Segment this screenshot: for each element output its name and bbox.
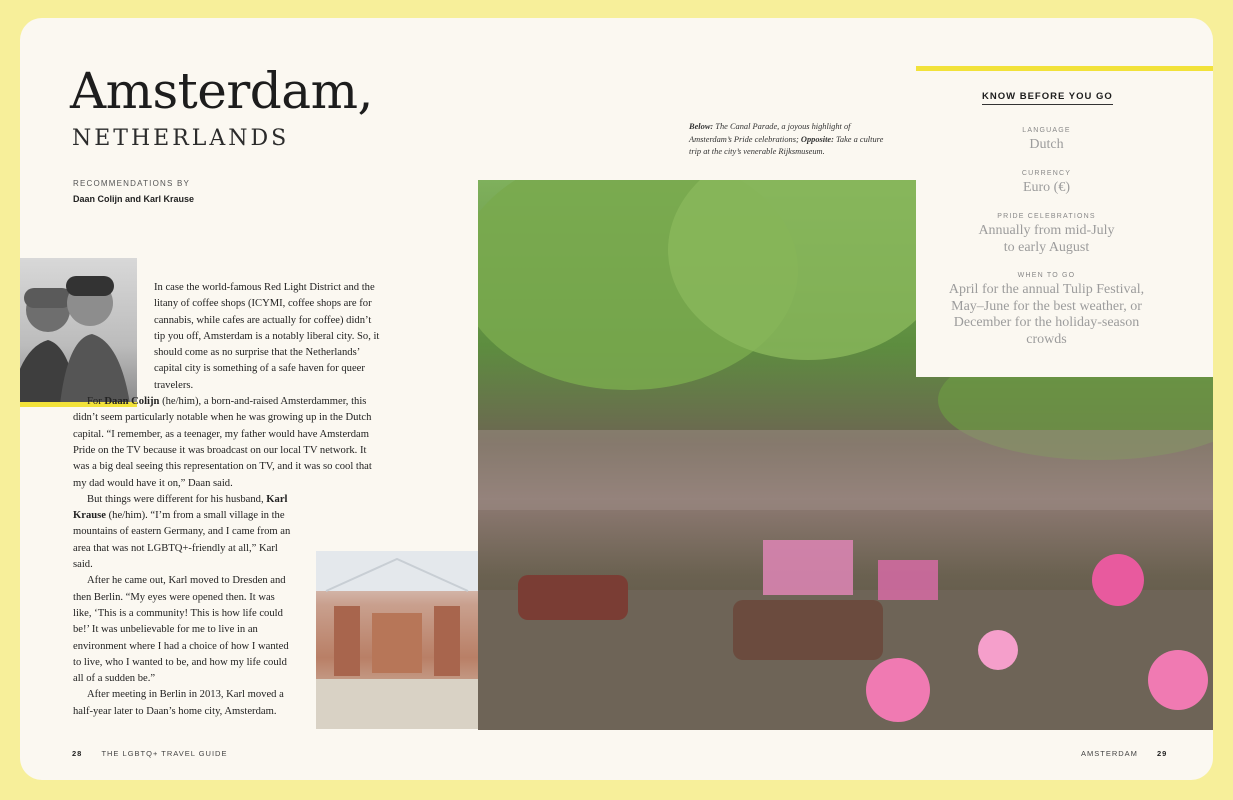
rijksmuseum-illustration [316, 551, 478, 729]
info-value: Annually from mid-July to early August [978, 223, 1115, 255]
info-label: WHEN TO GO [1017, 272, 1076, 279]
page-subtitle: NETHERLANDS [72, 126, 290, 151]
info-label: PRIDE CELEBRATIONS [997, 213, 1096, 220]
info-value: Euro (€) [1022, 180, 1071, 195]
recommendations-names: Daan Colijn and Karl Krause [73, 194, 195, 204]
paragraph-karl-pre: But things were different for his husband, [87, 493, 267, 505]
info-currency [944, 170, 1149, 197]
paragraph-intro: In case the world-famous Red Light District and the litany of coffee shops (ICYMI, coffee shops are for cannabis, while cafes are actually for coffee) didn’t tip you off, Amsterdam is a notably liberal city. So, it should come as no surprise that the Netherlands’ capital city is something of a safe haven for queer travelers. [154, 282, 380, 391]
info-value: Dutch [1029, 137, 1064, 152]
caption-below-text: The Canal Parade, a joyous highlight of Amsterdam’s Pride celebrations; [689, 122, 851, 144]
info-label: LANGUAGE [1022, 127, 1071, 134]
know-before-you-go-panel [916, 66, 1213, 377]
caption-opposite-text: Take a culture trip at the city’s venerable Rijksmuseum. [689, 134, 884, 156]
paragraph-karl-post: (he/him). “I’m from a small village in the mountains of eastern Germany, and I came from an area that was not LGBTQ+-friendly at all,” Karl said. [73, 510, 291, 571]
info-when-to-go [944, 272, 1149, 348]
recommendations-label: RECOMMENDATIONS BY [73, 179, 191, 188]
name-daan: Daan Colijn [104, 396, 160, 408]
page-title: Amsterdam, [70, 62, 373, 120]
footer-left [72, 749, 227, 758]
running-head-left: THE LGBTQ+ TRAVEL GUIDE [101, 749, 228, 758]
photo-caption [689, 121, 889, 159]
paragraph-daan-post: (he/him), a born-and-raised Amsterdammer, this didn’t seem particularly notable when he was growing up in the Dutch capital. “I remember, as a teenager, my father would have Amsterdam Pride on the TV because it was broadcast on our local TV network. It was a big deal seeing this representation on TV, and it was so cool that my dad would have it on,” Daan said. [73, 396, 372, 489]
info-value: April for the annual Tulip Festival, May–June for the best weather, or December for the holiday-season crowds [948, 282, 1145, 347]
info-language [944, 127, 1149, 154]
name-karl: Karl Krause [73, 493, 288, 522]
page-number-left: 28 [72, 749, 83, 758]
info-heading: KNOW BEFORE YOU GO [982, 91, 1113, 105]
paragraph-daan [73, 394, 383, 492]
info-label: CURRENCY [1021, 170, 1072, 177]
caption-opposite-label: Opposite: [800, 134, 834, 144]
running-head-right: AMSTERDAM [1081, 749, 1138, 758]
paragraph-daan-pre: For [87, 396, 105, 408]
page-number-right: 29 [1157, 749, 1168, 758]
book-spread [20, 18, 1213, 780]
caption-below-label: Below: [689, 122, 714, 131]
info-pride-celebrations [944, 213, 1149, 256]
paragraph-moved: After meeting in Berlin in 2013, Karl moved a half-year later to Daan’s home city, Amsterdam. [73, 689, 284, 717]
rijksmuseum-photo [316, 551, 478, 729]
footer-right [1081, 749, 1167, 758]
paragraph-berlin: After he came out, Karl moved to Dresden and then Berlin. “My eyes were opened then. It was like, ‘This is a community! This is how life could be!’ It was unbelievable for me to live in an environment where I had a choice of how I wanted to live, who I wanted to be, and how my life could all of a sudden be.” [73, 575, 289, 685]
paragraph-karl [73, 492, 293, 573]
